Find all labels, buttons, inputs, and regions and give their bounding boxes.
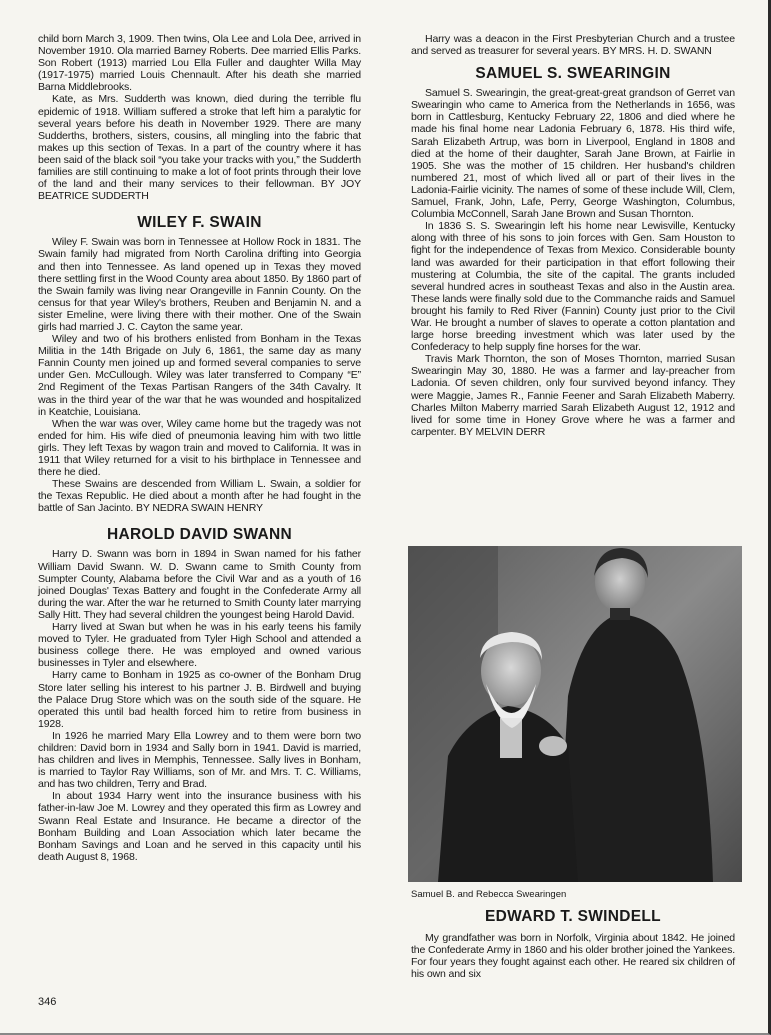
swann-paragraph: In 1926 he married Mary Ella Lowrey and to them were born two children: David born in 1934 and Sally born in 1941. David is married, has children and lives in Memphis, Tennessee. Sally lives in Bonham, is married to Taylor Ray Williams, son of Mr. and Mrs. T. C. Williams, and has two children, Terry and Brad.	[38, 729, 361, 791]
swann-paragraph: Harry D. Swann was born in 1894 in Swan named for his father William David Swann. W. D. Swann came to Smith County from Sumpter County, Alabama before the Civil War and as a youth of 16 joined Douglas' Texas Battery and fought in the Confederate Army all during the war. After the war he returned to Smith County later marrying Sally Hitt. They had several children the youngest being Harold David.	[38, 548, 361, 621]
swearingin-paragraph: Travis Mark Thornton, the son of Moses Thornton, married Susan Swearingin May 30, 1880. He was a farmer and lay-preacher from Ladonia. Of seven children, only four survived beyond infancy. They were Maggie, James R., Fannie Feener and Sarah Elizabeth Maberry. Charles Milton Maberry married Sarah Elizabeth August 12, 1912 and lived for some time in Honey Grove where he was a farmer and carpenter. BY MELVIN DERR	[411, 353, 735, 438]
photo-illustration	[408, 546, 742, 882]
swann-paragraph: Harry came to Bonham in 1925 as co-owner of the Bonham Drug Store later selling his interest to his partner J. B. Birdwell and buying the Palace Drug Store which was on the south side of the square. He operated this until bad health forced him to retire from business in 1928.	[38, 669, 361, 730]
right-column	[411, 33, 735, 438]
swearingin-paragraph: Samuel S. Swearingin, the great-great-great grandson of Gerret van Swearingin who came to America from the Netherlands in 1656, was born in Cattlesburg, Kentucky February 22, 1806 and died where he made his final home near Ladonia February 6, 1878. His third wife, Sarah Elizabeth Artrup, was born in Liverpool, England in 1808 and died at the home of their daughter, Sarah Jane Brown, at Fairlie in 1905. She was the mother of 15 children. Her husband's children numbered 21, most of which lived all or part of their lives in the Ladonia-Fairlie vicinity. The names of some of these include Will, Clem, Samuel, Frank, John, Lafe, Perry, George Washington, Columbus, Columbia McConnell, Sarah Jane Brown and Susan Thornton.	[411, 87, 735, 221]
swindell-section	[411, 906, 735, 980]
swann-heading: HAROLD DAVID SWANN	[106, 526, 293, 544]
swann-paragraph: In about 1934 Harry went into the insurance business with his father-in-law Joe M. Lowrey and they operated this firm as Lowrey and Swann Real Estate and Insurance. He became a director of the Bonham Building and Loan Association which later became the Bonham Savings and Loan and he served in this capacity until his death August 8, 1968.	[38, 790, 361, 863]
swain-paragraph: Wiley F. Swain was born in Tennessee at Hollow Rock in 1831. The Swain family had migrated from North Carolina drifting into Georgia and then into Tennessee. As land opened up in Texas they moved there settling first in the Wood County area about 1850. By 1860 part of the Swain family was living near Orangeville in Fannin County. On the census for that year Wiley's brothers, Reuben and Benjamin N. and a sister Emeline, were living there with their mother. One of the Swain girls had married J. C. Cayton the same year.	[38, 236, 361, 333]
sudderth-paragraph: child born March 3, 1909. Then twins, Ola Lee and Lola Dee, arrived in November 1910. Ola married Barney Roberts. Dee married Ellis Parks. Son Robert (1913) married Lou Ella Fuller and daughter Willa May (1917-1975) married Louis Chennault. After his death she married Barna Middlebrooks.	[38, 33, 361, 94]
photo-caption: Samuel B. and Rebecca Swearingen	[411, 889, 567, 900]
swann-continued-paragraph: Harry was a deacon in the First Presbyterian Church and a trustee and served as treasurer for several years. BY MRS. H. D. SWANN	[411, 33, 735, 58]
swain-paragraph: When the war was over, Wiley came home but the tragedy was not ended for him. His wife died of pneumonia leaving him with two little girls. They left Texas by wagon train and moved to California. It was in 1911 that Wiley returned for a visit to his birthplace in Tennessee and there he died.	[38, 417, 361, 479]
swearingen-couple-photo	[408, 546, 742, 882]
swearingin-heading: SAMUEL S. SWEARINGIN	[475, 65, 671, 83]
sudderth-paragraph: Kate, as Mrs. Sudderth was known, died during the terrible flu epidemic of 1918. William suffered a stroke that left him a paralytic for several years before his death in November 1929. There are many Sudderths, brothers, sisters, cousins, all mingling into the fabric that makes up this section of Texas. In a part of the country where it has been said of the black soil “you take your tracks with you,” the Sudderth families are still continuing to make a lot of foot prints through their love of the land and their many services to their fellowman. BY JOY BEATRICE SUDDERTH	[38, 93, 361, 203]
swain-paragraph: Wiley and two of his brothers enlisted from Bonham in the Texas Militia in the 14th Brigade on July 6, 1861, the same day as many Fannin County men joined up and formed several companies to serve under Gen. McCullough. Wiley was later transferred to Company “E” 2nd Regiment of the Texas Partisan Rangers of the 34th Cavalry. It was in the third year of the war that he was wounded and hospitalized in Keatchie, Louisiana.	[38, 333, 361, 418]
swann-paragraph: Harry lived at Swan but when he was in his early teens his family moved to Tyler. He graduated from Tyler High School and attended a business college there. He was employed and owned various businesses in Tyler and elsewhere.	[38, 621, 361, 670]
swindell-heading: EDWARD T. SWINDELL	[485, 908, 661, 925]
swain-heading: WILEY F. SWAIN	[137, 214, 262, 232]
swindell-paragraph: My grandfather was born in Norfolk, Virginia about 1842. He joined the Confederate Army in 1860 and his older brother joined the Yankees. For four years they fought against each other. He reared six children of his own and six	[411, 932, 735, 981]
swain-paragraph: These Swains are descended from William L. Swain, a soldier for the Texas Republic. He died about a month after he had fought in the battle of San Jacinto. BY NEDRA SWAIN HENRY	[38, 478, 361, 515]
left-column	[38, 33, 361, 863]
swearingin-paragraph: In 1836 S. S. Swearingin left his home near Lewisville, Kentucky along with three of his sons to join forces with Gen. Sam Houston to fight for the independence of Texas from Mexico. Considerable bounty land was awarded for their participation in that effort following their mustering at Columbia, the site of the capital. The grants included several hundred acres in southeast Texas and also in the Austin area. These lands were finally sold due to the Commanche raids and Samuel brought his family to Red River (Fannin) County just prior to the Civil War. He brought a number of slaves to operate a cotton plantation and large horse breeding investment which was later used by the Confederacy to help supply fine horses for the war.	[411, 220, 735, 354]
page-number: 346	[38, 996, 57, 1008]
